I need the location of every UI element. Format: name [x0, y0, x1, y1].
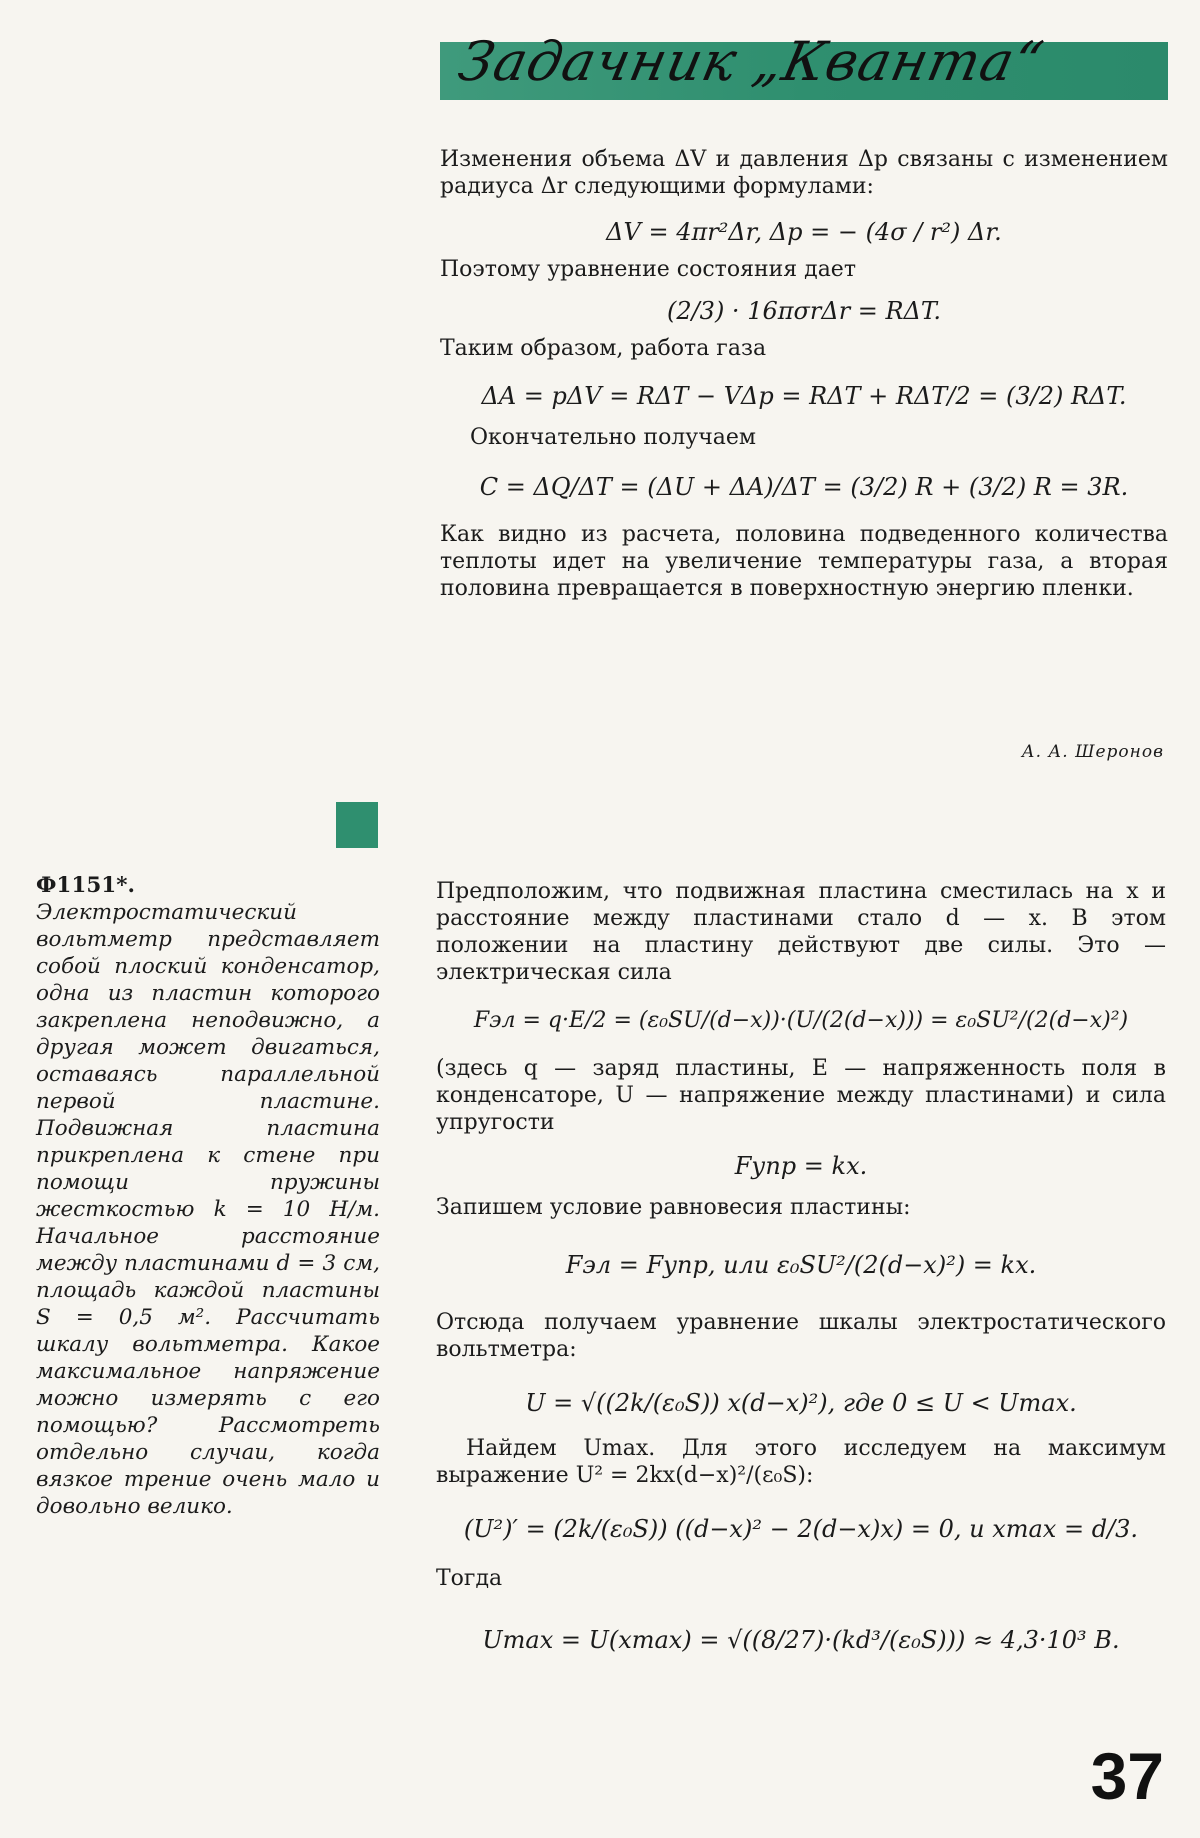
formula-text: Umax = U(xmax) = √((8/27)·(kd³/(ε₀S))) ≈ 4,3·10³ В. — [482, 1626, 1120, 1654]
formula-text: (2/3) · 16πσrΔr = RΔT. — [666, 297, 942, 325]
formula-text: C = ΔQ/ΔT = (ΔU + ΔA)/ΔT = (3/2) R + (3/2) R = 3R. — [479, 473, 1129, 501]
paragraph: Запишем условие равновесия пластины: — [436, 1195, 911, 1220]
formula — [440, 218, 1168, 246]
paragraph: Как видно из расчета, половина подведенного количества теплоты идет на увеличение температуры газа, а вторая половина превращается в поверхностную энергию пленки. — [440, 522, 1168, 601]
formula-text: ΔA = pΔV = RΔT − VΔp = RΔT + RΔT/2 = (3/2) RΔT. — [481, 382, 1127, 410]
formula — [436, 1152, 1166, 1180]
formula-text: (U²)′ = (2k/(ε₀S)) ((d−x)² − 2(d−x)x) = 0, и xmax = d/3. — [463, 1515, 1139, 1543]
paragraph: (здесь q — заряд пластины, E — напряженность поля в конденсаторе, U — напряжение между пластинами) и сила упругости — [436, 1056, 1166, 1135]
problem-statement — [36, 872, 380, 1520]
paragraph: Отсюда получаем уравнение шкалы электростатического вольтметра: — [436, 1310, 1166, 1362]
paragraph: Таким образом, работа газа — [440, 336, 767, 361]
formula — [436, 1389, 1166, 1417]
paragraph: Найдем Umax. Для этого исследуем на максимум выражение U² = 2kx(d−x)²/(ε₀S): — [436, 1436, 1166, 1488]
formula — [436, 1008, 1166, 1033]
formula-text: Fэл = q·E/2 = (ε₀SU/(d−x))·(U/(2(d−x))) = ε₀SU²/(2(d−x)²) — [473, 1008, 1129, 1033]
paragraph: Окончательно получаем — [470, 425, 757, 450]
formula — [440, 297, 1168, 325]
header-title: Задачник „Кванта“ — [453, 30, 1050, 93]
paragraph: Тогда — [436, 1566, 503, 1591]
formula — [440, 382, 1168, 410]
formula — [436, 1251, 1166, 1279]
paragraph: Предположим, что подвижная пластина сместилась на x и расстояние между пластинами стало d — x. В этом положении на пластину действуют две силы. Это — электрическая сила — [436, 879, 1166, 985]
top-solution — [440, 146, 1168, 602]
formula — [436, 1626, 1166, 1654]
author-signature: А. А. Шеронов — [1021, 742, 1164, 762]
formula — [436, 1515, 1166, 1543]
solution — [436, 878, 1166, 1654]
formula-text: Fэл = Fупр, или ε₀SU²/(2(d−x)²) = kx. — [565, 1251, 1037, 1279]
formula — [440, 473, 1168, 501]
formula-text: ΔV = 4πr²Δr, Δp = − (4σ / r²) Δr. — [606, 218, 1002, 246]
problem-number: Ф1151*. — [36, 873, 135, 898]
paragraph: Изменения объема ΔV и давления Δp связаны с изменением радиуса Δr следующими формулами: — [440, 147, 1168, 199]
page-number: 37 — [1090, 1739, 1164, 1813]
problem-text: Электростатический вольтметр представляет собой плоский конденсатор, одна из пластин которого закреплена неподвижно, а другая может двигаться, оставаясь параллельной первой пластине. Подвижная пластина прикреплена к стене при помощи пружины жесткостью k = 10 Н/м. Начальное расстояние между пластинами d = 3 см, площадь каждой пластины S = 0,5 м². Рассчитать шкалу вольтметра. Какое максимальное напряжение можно измерять с его помощью? Рассмотреть отдельно случаи, когда вязкое трение очень мало и довольно велико. — [36, 900, 380, 1519]
formula-text: Fупр = kx. — [734, 1152, 868, 1180]
paragraph: Поэтому уравнение состояния дает — [440, 257, 857, 282]
section-marker — [336, 802, 378, 848]
formula-text: U = √((2k/(ε₀S)) x(d−x)²), где 0 ≤ U < Umax. — [525, 1389, 1077, 1417]
